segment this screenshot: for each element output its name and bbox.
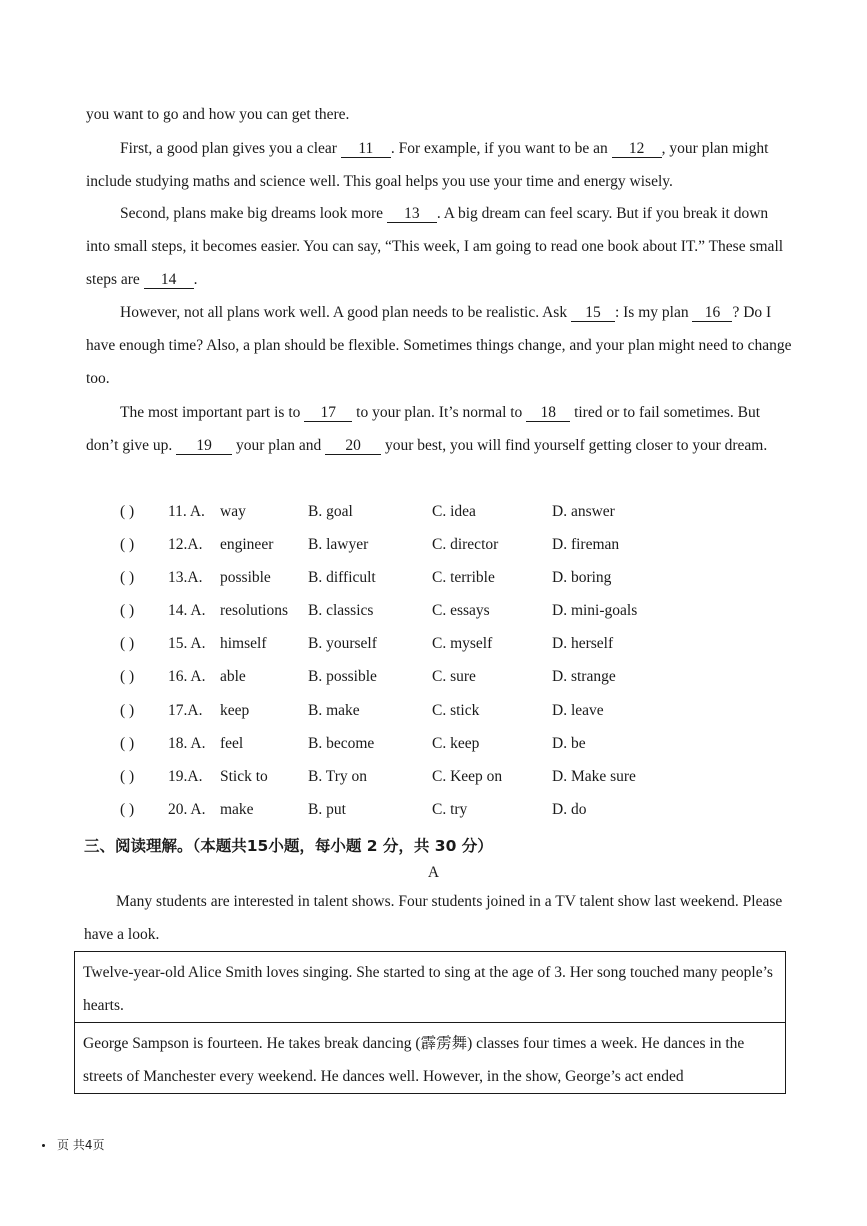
- text-fragment: Second, plans make big dreams look more: [120, 205, 387, 222]
- question-number: 12.A.: [168, 536, 203, 553]
- passage-paragraph-2: [86, 197, 792, 296]
- question-number: 14. A.: [168, 602, 206, 619]
- blank-20: 20: [325, 438, 381, 455]
- option-b: B. classics: [308, 602, 374, 619]
- text-fragment: : Is my plan: [614, 304, 693, 321]
- option-b: B. put: [308, 801, 346, 818]
- option-b: B. yourself: [308, 635, 377, 652]
- text-fragment: .: [193, 271, 198, 288]
- blank-13: 13: [387, 206, 437, 223]
- question-number: 15. A.: [168, 635, 206, 652]
- blank-14: 14: [144, 272, 194, 289]
- option-a: way: [220, 503, 246, 520]
- question-row: [120, 768, 680, 792]
- option-b: B. become: [308, 735, 375, 752]
- text-fragment: to your plan. It’s normal to: [352, 404, 527, 421]
- question-row: [120, 635, 680, 659]
- answer-bracket[interactable]: ( ): [120, 569, 135, 586]
- section-heading: 三、阅读理解。（本题共15小题，每小题 2 分，共 30 分）: [84, 837, 493, 855]
- option-b: B. goal: [308, 503, 353, 520]
- question-row: [120, 735, 680, 759]
- option-a: possible: [220, 569, 271, 586]
- student-george-cell: George Sampson is fourteen. He takes break dancing (霹雳舞) classes four times a week. He dances in the streets of Manchester every weekend. He dances well. However, in the show, George’s act ended: [75, 1022, 785, 1093]
- question-number: 17.A.: [168, 702, 203, 719]
- passage-paragraph-3: [86, 296, 792, 395]
- answer-bracket[interactable]: ( ): [120, 768, 135, 785]
- option-b: B. make: [308, 702, 360, 719]
- option-a: keep: [220, 702, 250, 719]
- answer-bracket[interactable]: ( ): [120, 801, 135, 818]
- passage-paragraph-4: [86, 396, 792, 462]
- answer-bracket[interactable]: ( ): [120, 503, 135, 520]
- text-fragment: First, a good plan gives you a clear: [120, 140, 341, 157]
- question-row: [120, 702, 680, 726]
- option-a: feel: [220, 735, 244, 752]
- blank-12: 12: [612, 141, 662, 158]
- option-c: C. try: [432, 801, 468, 818]
- question-row: [120, 801, 680, 825]
- answer-bracket[interactable]: ( ): [120, 536, 135, 553]
- question-row: [120, 536, 680, 560]
- answer-bracket[interactable]: ( ): [120, 702, 135, 719]
- option-c: C. Keep on: [432, 768, 503, 785]
- question-number: 19.A.: [168, 768, 203, 785]
- blank-18: 18: [526, 405, 570, 422]
- option-d: D. Make sure: [552, 768, 636, 785]
- reading-intro: Many students are interested in talent shows. Four students joined in a TV talent show last weekend. Please have a look.: [84, 893, 783, 943]
- answer-bracket[interactable]: ( ): [120, 635, 135, 652]
- option-d: D. do: [552, 801, 587, 818]
- option-a: make: [220, 801, 254, 818]
- blank-16: 16: [692, 305, 732, 322]
- blank-15: 15: [571, 305, 615, 322]
- option-c: C. myself: [432, 635, 493, 652]
- option-d: D. mini-goals: [552, 602, 638, 619]
- question-row: [120, 668, 680, 692]
- option-a: able: [220, 668, 246, 685]
- answer-bracket[interactable]: ( ): [120, 602, 135, 619]
- option-b: B. possible: [308, 668, 377, 685]
- option-c: C. essays: [432, 602, 490, 619]
- option-d: D. boring: [552, 569, 612, 586]
- question-number: 18. A.: [168, 735, 206, 752]
- option-a: engineer: [220, 536, 274, 553]
- text-fragment: your best, you will find yourself getting closer to your dream.: [381, 437, 768, 454]
- option-b: B. lawyer: [308, 536, 369, 553]
- page-number: 页 共4页: [57, 1138, 105, 1152]
- answer-bracket[interactable]: ( ): [120, 668, 135, 685]
- question-number: 11. A.: [168, 503, 205, 520]
- question-row: [120, 602, 680, 626]
- option-a: himself: [220, 635, 267, 652]
- text-fragment: However, not all plans work well. A good plan needs to be realistic. Ask: [120, 304, 571, 321]
- page-footer: [42, 1136, 104, 1153]
- option-a: resolutions: [220, 602, 289, 619]
- option-b: B. difficult: [308, 569, 376, 586]
- part-label: A: [427, 864, 440, 881]
- text-fragment: . A big dream can feel scary. But if you break it down into small steps, it becomes easier. You can say, “This week, I am going to read one book about IT.” These small steps are: [86, 205, 784, 288]
- blank-19: 19: [176, 438, 232, 455]
- bullet-dot: [42, 1144, 45, 1147]
- student-info-box: [74, 951, 786, 1094]
- question-number: 20. A.: [168, 801, 206, 818]
- option-d: D. leave: [552, 702, 604, 719]
- option-c: C. director: [432, 536, 499, 553]
- option-d: D. herself: [552, 635, 614, 652]
- question-number: 13.A.: [168, 569, 203, 586]
- text-fragment: ? Do I have enough time? Also, a plan should be flexible. Sometimes things change, and your plan might need to change too.: [86, 304, 792, 387]
- answer-bracket[interactable]: ( ): [120, 735, 135, 752]
- question-row: [120, 569, 680, 593]
- option-d: D. fireman: [552, 536, 620, 553]
- option-c: C. keep: [432, 735, 480, 752]
- blank-11: 11: [341, 141, 391, 158]
- option-d: D. be: [552, 735, 586, 752]
- student-alice-cell: Twelve-year-old Alice Smith loves singing. She started to sing at the age of 3. Her song touched many people’s hearts.: [83, 964, 773, 1014]
- text-fragment: The most important part is to: [120, 404, 305, 421]
- text-fragment: tired or to fail sometimes. But don’t give up.: [86, 404, 761, 454]
- question-number: 16. A.: [168, 668, 206, 685]
- option-a: Stick to: [220, 768, 268, 785]
- text-fragment: . For example, if you want to be an: [390, 140, 612, 157]
- text-fragment: your plan and: [232, 437, 326, 454]
- option-d: D. strange: [552, 668, 616, 685]
- option-c: C. terrible: [432, 569, 495, 586]
- text-fragment: , your plan might include studying maths and science well. This goal helps you use your time and energy wisely.: [86, 140, 769, 190]
- option-d: D. answer: [552, 503, 615, 520]
- option-c: C. idea: [432, 503, 476, 520]
- question-row: [120, 503, 680, 527]
- option-c: C. stick: [432, 702, 480, 719]
- option-b: B. Try on: [308, 768, 368, 785]
- passage-paragraph-1: [86, 132, 792, 198]
- blank-17: 17: [304, 405, 352, 422]
- passage-line-0: you want to go and how you can get there.: [86, 106, 350, 123]
- option-c: C. sure: [432, 668, 476, 685]
